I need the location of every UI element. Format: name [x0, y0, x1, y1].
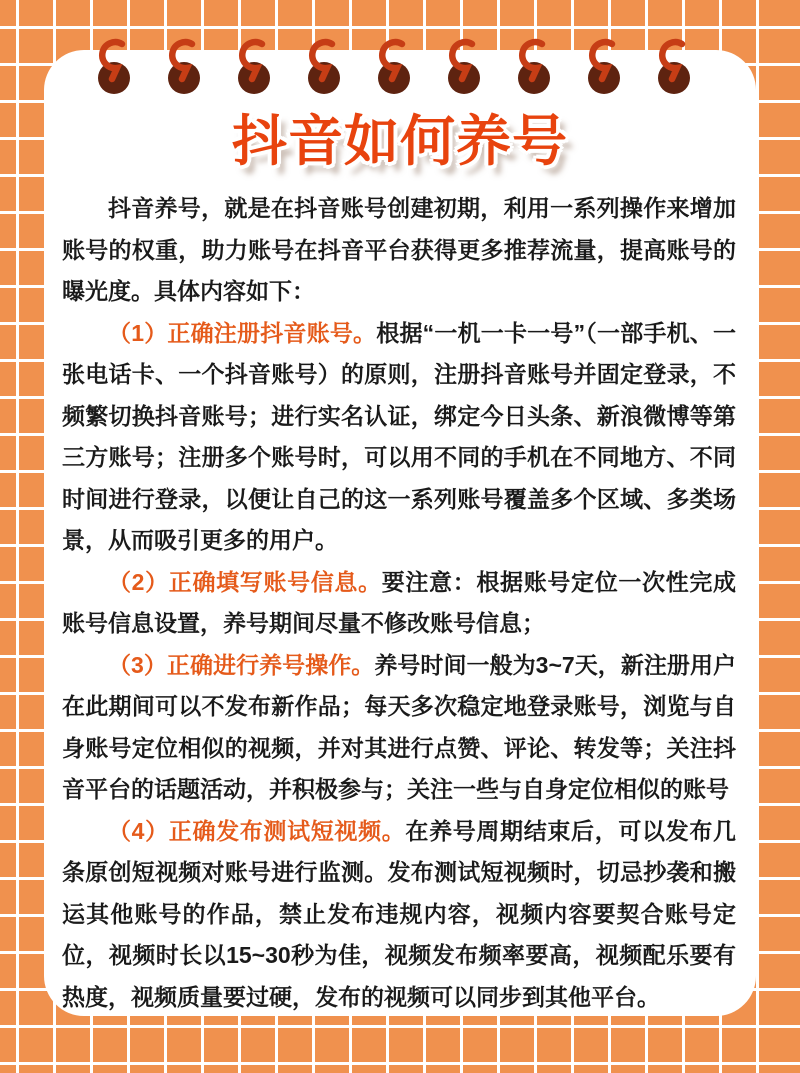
article: [62, 188, 736, 1018]
section-text: 根据“一机一卡一号”（一部手机、一张电话卡、一个抖音账号）的原则，注册抖音账号并固定登录，不频繁切换抖音账号；进行实名认证，绑定今日头条、新浪微博等第三方账号；注册多个账号时，可以用不同的手机在不同地方、不同时间进行登录，以便让自己的这一系列账号覆盖多个区域、多类场景，从而吸引更多的用户。: [62, 319, 737, 553]
binder-ring-icon: [504, 38, 564, 100]
binder-rings: [84, 38, 704, 100]
section-text: 抖音养号，就是在抖音账号创建初期，利用一系列操作来增加账号的权重，助力账号在抖音平台获得更多推荐流量，提高账号的曝光度。具体内容如下：: [62, 195, 736, 304]
paragraph: [62, 188, 736, 313]
page-title: 抖音如何养号: [231, 111, 568, 172]
section-text: 养号时间一般为3~7天，新注册用户在此期间可以不发布新作品；每天多次稳定地登录账号，浏览与自身账号定位相似的视频，并对其进行点赞、评论、转发等；关注抖音平台的话题活动，并积极参与；关注一些与自身定位相似的账号: [62, 651, 736, 802]
binder-ring-icon: [364, 38, 424, 100]
section-label: （3）正确进行养号操作。: [108, 651, 375, 678]
binder-ring-icon: [434, 38, 494, 100]
section-label: （2）正确填写账号信息。: [108, 568, 382, 595]
binder-ring-icon: [644, 38, 704, 100]
paragraph: [62, 562, 736, 645]
section-text: 要注意：根据账号定位一次性完成账号信息设置，养号期间尽量不修改账号信息；: [62, 568, 736, 636]
paragraph: [62, 645, 736, 811]
section-label: （4）正确发布测试短视频。: [108, 817, 406, 844]
binder-ring-icon: [84, 38, 144, 100]
binder-ring-icon: [154, 38, 214, 100]
binder-ring-icon: [224, 38, 284, 100]
section-text: 在养号周期结束后，可以发布几条原创短视频对账号进行监测。发布测试短视频时，切忌抄袭和搬运其他账号的作品，禁止发布违规内容，视频内容要契合账号定位，视频时长以15~30秒为佳，视频发布频率要高，视频配乐要有热度，视频质量要过硬，发布的视频可以同步到其他平台。: [62, 817, 737, 1010]
binder-ring-icon: [574, 38, 634, 100]
binder-ring-icon: [294, 38, 354, 100]
paragraph: [62, 313, 736, 562]
section-label: （1）正确注册抖音账号。: [108, 319, 377, 346]
notebook-card: [44, 50, 756, 1016]
paragraph: [62, 811, 736, 1019]
